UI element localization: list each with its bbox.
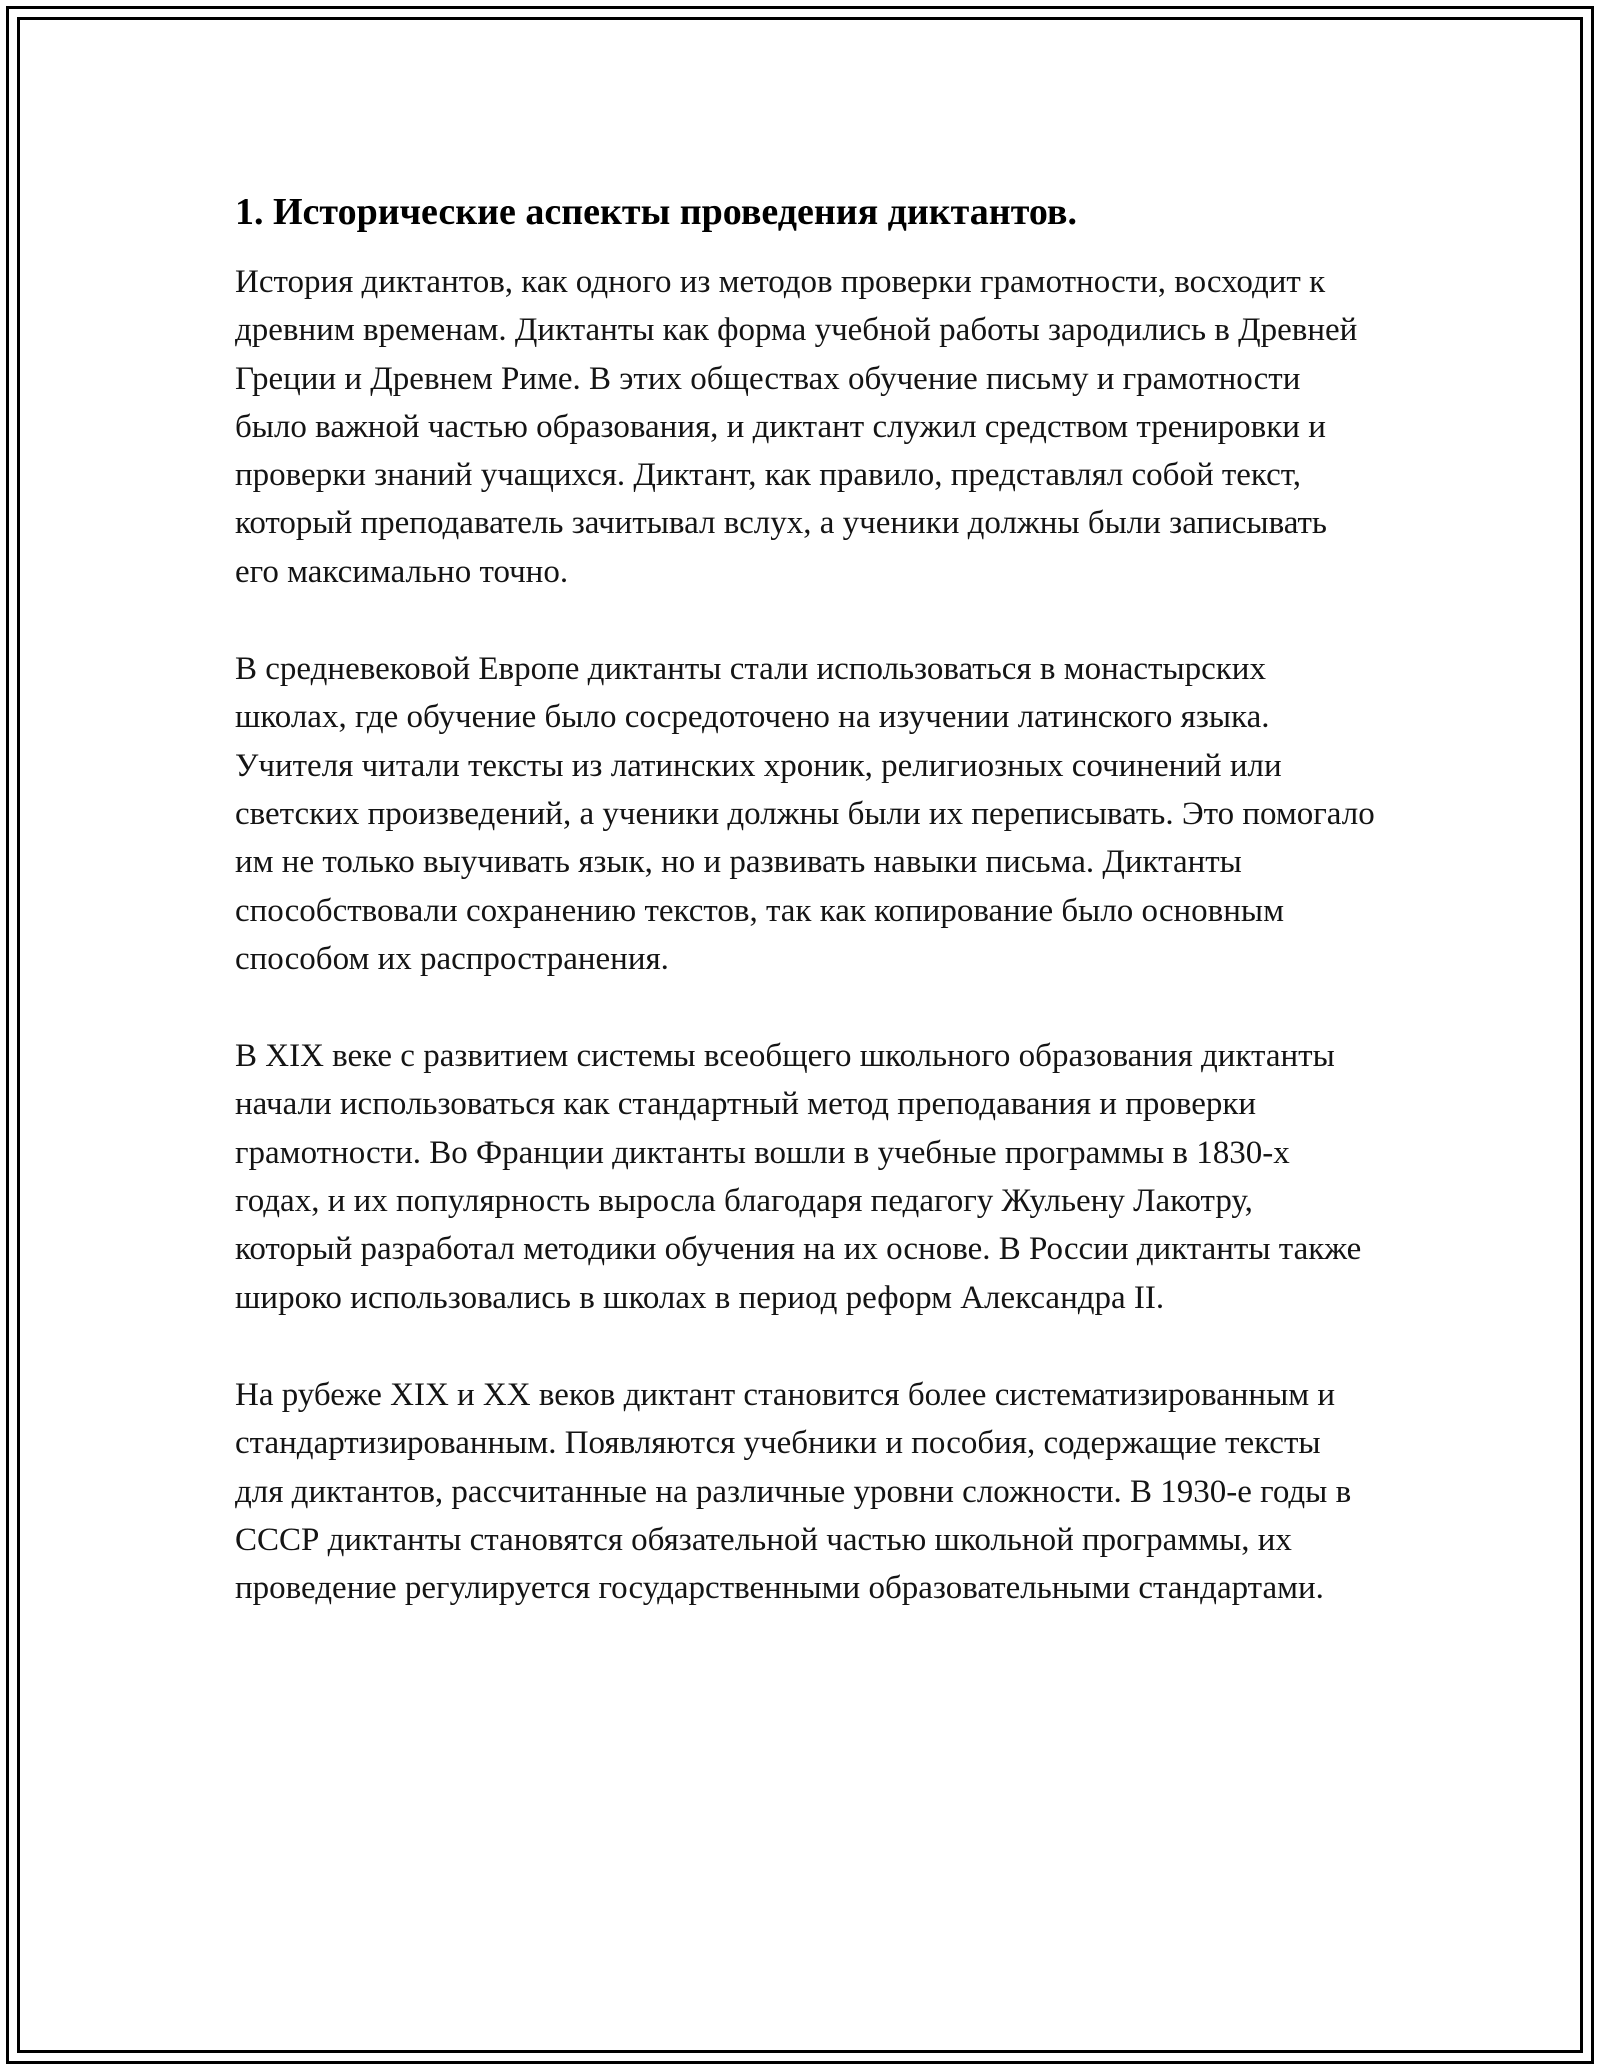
paragraph-nineteenth-century: В XIX веке с развитием системы всеобщего школьного образования диктанты начали использоваться как стандартный метод преподавания и проверки грамотности. Во Франции диктанты вошли в учебные программы в 1830-х годах, и их популярность выросла благодаря педагогу Жульену Лакотру, который разработал методики обучения на их основе. В России диктанты также широко использовались в школах в период реформ Александра II. — [235, 1038, 1362, 1316]
paragraph-ancient-history: История диктантов, как одного из методов проверки грамотности, восходит к древним временам. Диктанты как форма учебной работы зародились в Древней Греции и Древнем Риме. В этих обществах обучение письму и грамотности было важной частью образования, и диктант служил средством тренировки и проверки знаний учащихся. Диктант, как правило, представлял собой текст, который преподаватель зачитывал вслух, а ученики должны были записывать его максимально точно. — [235, 264, 1358, 590]
section-heading: 1. Исторические аспекты проведения диктантов. — [235, 191, 1077, 233]
paragraph-twentieth-century: На рубеже XIX и XX веков диктант становится более систематизированным и стандартизированным. Появляются учебники и пособия, содержащие тексты для диктантов, рассчитанные на различные уровни сложности. В 1930-е годы в СССР диктанты становятся обязательной частью школьной программы, их проведение регулируется государственными образовательными стандартами. — [235, 1376, 1352, 1607]
document-body — [235, 188, 1375, 1661]
paragraph-medieval-europe: В средневековой Европе диктанты стали использоваться в монастырских школах, где обучение было сосредоточено на изучении латинского языка. Учителя читали тексты из латинских хроник, религиозных сочинений или светских произведений, а ученики должны были их переписывать. Это помогало им не только выучивать язык, но и развивать навыки письма. Диктанты способствовали сохранению текстов, так как копирование было основным способом их распространения. — [235, 651, 1375, 977]
